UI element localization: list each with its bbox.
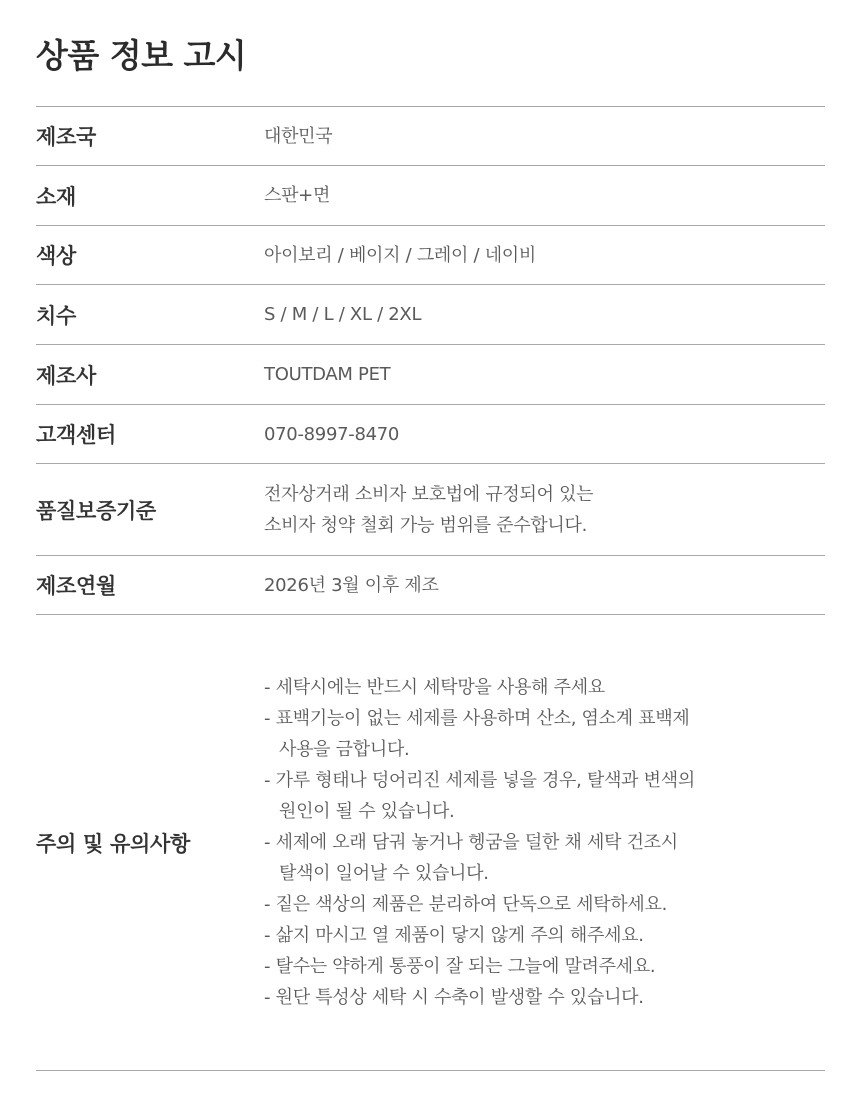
- table-row: [36, 464, 825, 556]
- caution-item: - 세제에 오래 담궈 놓거나 헹굼을 덜한 채 세탁 건조시: [264, 832, 678, 853]
- caution-list: [264, 672, 825, 1013]
- row-label: 제조사: [36, 363, 96, 388]
- row-label: 주의 및 유의사항: [36, 831, 190, 856]
- row-value: 대한민국: [264, 125, 333, 147]
- row-value: TOUTDAM PET: [264, 364, 391, 385]
- caution-item: - 표백기능이 없는 세제를 사용하며 산소, 염소계 표백제: [264, 708, 690, 729]
- value-line: 전자상거래 소비자 보호법에 규정되어 있는: [264, 483, 594, 505]
- table-row: [36, 345, 825, 405]
- row-value: 070-8997-8470: [264, 423, 400, 445]
- table-row: [36, 226, 825, 285]
- caution-item: - 세탁시에는 반드시 세탁망을 사용해 주세요: [264, 677, 605, 698]
- caution-item: - 탈수는 약하게 통풍이 잘 되는 그늘에 말려주세요.: [264, 956, 656, 977]
- table-row: [36, 405, 825, 464]
- caution-item-continuation: 사용을 금합니다.: [279, 739, 410, 760]
- value-line: 소비자 청약 철회 가능 범위를 준수합니다.: [264, 514, 588, 536]
- row-label: 고객센터: [36, 423, 116, 447]
- row-value: 아이보리 / 베이지 / 그레이 / 네이비: [264, 244, 536, 266]
- row-label: 색상: [36, 244, 76, 268]
- caution-item: - 삶지 마시고 열 제품이 닿지 않게 주의 해주세요.: [264, 925, 644, 946]
- product-info-table: [36, 106, 825, 1071]
- row-value: [264, 479, 825, 541]
- row-label: 품질보증기준: [36, 498, 156, 523]
- table-row: [36, 556, 825, 615]
- table-row: [36, 166, 825, 226]
- row-value: 2026년 3월 이후 제조: [264, 574, 439, 596]
- caution-item: - 짙은 색상의 제품은 분리하여 단독으로 세탁하세요.: [264, 894, 667, 915]
- row-label: 소재: [36, 184, 76, 209]
- caution-item-continuation: 원인이 될 수 있습니다.: [279, 801, 455, 822]
- row-value: 스판+면: [264, 185, 331, 206]
- row-label: 제조연월: [36, 574, 116, 598]
- row-value: S / M / L / XL / 2XL: [264, 304, 422, 325]
- caution-item-continuation: 탈색이 일어날 수 있습니다.: [279, 863, 489, 884]
- row-label: 치수: [36, 303, 76, 328]
- table-row: [36, 285, 825, 345]
- table-row: [36, 107, 825, 166]
- page-title: 상품 정보 고시: [36, 36, 247, 75]
- caution-item: - 원단 특성상 세탁 시 수축이 발생할 수 있습니다.: [264, 987, 644, 1008]
- row-label: 제조국: [36, 125, 96, 149]
- table-row: [36, 615, 825, 1071]
- caution-item: - 가루 형태나 덩어리진 세제를 넣을 경우, 탈색과 변색의: [264, 770, 695, 791]
